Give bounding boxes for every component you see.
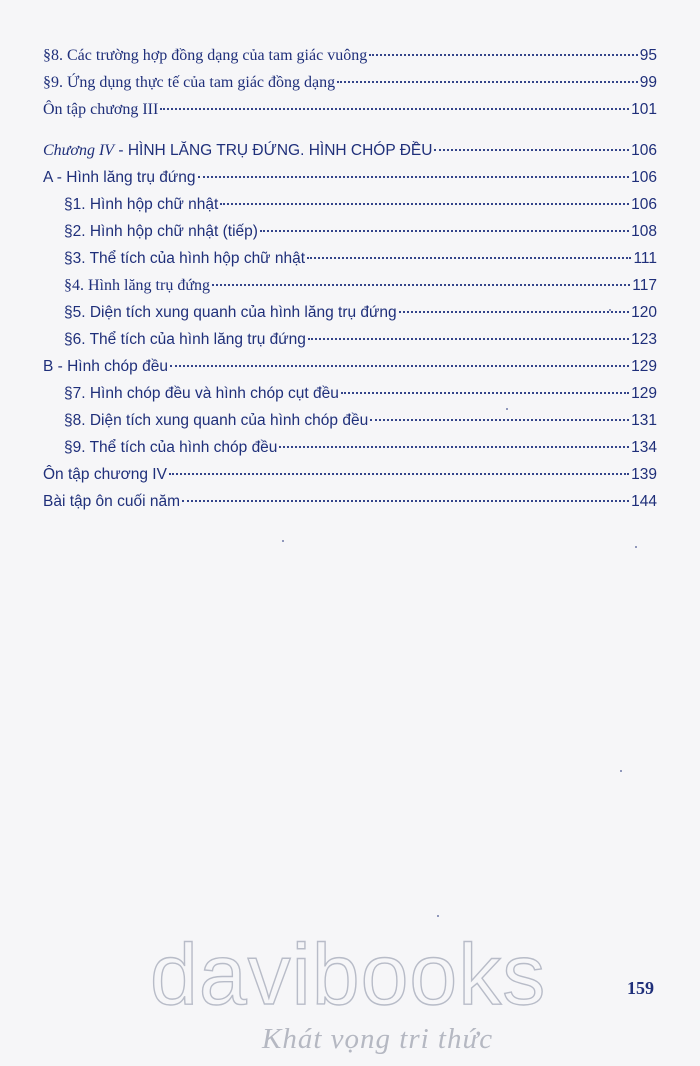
dot-leader — [198, 176, 630, 178]
toc-entry — [43, 434, 657, 461]
toc-entry-title — [43, 137, 432, 164]
print-speck — [282, 540, 284, 542]
dot-leader — [169, 473, 629, 475]
dot-leader — [434, 149, 629, 151]
toc-entry-title: §1. Hình hộp chữ nhật — [64, 196, 219, 213]
toc-entry — [43, 326, 657, 353]
toc-entry-title: §6. Thể tích của hình lăng trụ đứng — [64, 331, 306, 348]
toc-entry-page: 101 — [631, 101, 657, 118]
dot-leader — [170, 365, 629, 367]
toc-entry-page: 99 — [639, 74, 657, 91]
toc-entry — [43, 137, 657, 164]
toc-entry — [43, 164, 657, 191]
toc-entry-title: §9. Ứng dụng thực tế của tam giác đồng dạng — [43, 74, 336, 91]
toc-entry-page: 108 — [631, 223, 657, 240]
dot-leader — [369, 54, 638, 56]
toc-entry-page: 95 — [639, 47, 657, 64]
toc-entry-title: B - Hình chóp đều — [43, 358, 168, 375]
table-of-contents — [43, 42, 657, 515]
dot-leader — [260, 230, 629, 232]
toc-entry-title: Ôn tập chương IV — [43, 466, 167, 483]
page-number: 159 — [627, 978, 654, 998]
toc-entry-title: Bài tập ôn cuối năm — [43, 493, 181, 510]
toc-entry-title: §9. Thể tích của hình chóp đều — [64, 439, 278, 456]
toc-entry-page: 139 — [631, 466, 657, 483]
dot-leader — [212, 284, 630, 286]
dot-leader — [160, 108, 629, 110]
toc-entry-title: §8. Các trường hợp đồng dạng của tam giác vuông — [43, 47, 368, 64]
dot-leader — [399, 311, 629, 313]
dot-leader — [182, 500, 629, 502]
dot-leader — [337, 81, 638, 83]
toc-entry — [43, 407, 657, 434]
toc-entry-page: 144 — [631, 493, 657, 510]
toc-entry-title: §7. Hình chóp đều và hình chóp cụt đều — [64, 385, 339, 402]
toc-entry — [43, 191, 657, 218]
chapter-label: Chương IV — [43, 142, 115, 159]
toc-entry-page: 106 — [631, 196, 657, 213]
toc-entry — [43, 69, 657, 96]
toc-entry-title: §2. Hình hộp chữ nhật (tiếp) — [64, 223, 258, 240]
toc-entry-page: 129 — [631, 358, 657, 375]
print-speck — [506, 408, 508, 410]
toc-entry — [43, 353, 657, 380]
toc-entry-page: 131 — [631, 412, 657, 429]
toc-entry-title: §3. Thể tích của hình hộp chữ nhật — [64, 250, 306, 267]
toc-entry-title: A - Hình lăng trụ đứng — [43, 169, 196, 186]
toc-entry — [43, 272, 657, 299]
toc-entry — [43, 488, 657, 515]
toc-entry-title: Ôn tập chương III — [43, 101, 159, 118]
toc-entry-page: 123 — [631, 331, 657, 348]
toc-entry-page: 129 — [631, 385, 657, 402]
toc-entry-page: 106 — [631, 142, 657, 159]
toc-entry — [43, 299, 657, 326]
toc-entry-page: 106 — [631, 169, 657, 186]
toc-entry-title: §5. Diện tích xung quanh của hình lăng trụ đứng — [64, 304, 397, 321]
dot-leader — [341, 392, 629, 394]
toc-entry — [43, 461, 657, 488]
dot-leader — [220, 203, 629, 205]
toc-entry-page: 120 — [631, 304, 657, 321]
toc-entry-title: §8. Diện tích xung quanh của hình chóp đều — [64, 412, 369, 429]
toc-entry-page: 111 — [633, 250, 657, 267]
chapter-title: - HÌNH LĂNG TRỤ ĐỨNG. HÌNH CHÓP ĐỀU — [114, 142, 433, 159]
print-speck — [635, 546, 637, 548]
print-speck — [437, 915, 439, 917]
dot-leader — [308, 338, 629, 340]
dot-leader — [307, 257, 631, 259]
dot-leader — [370, 419, 629, 421]
toc-entry — [43, 218, 657, 245]
toc-entry-page: 134 — [631, 439, 657, 456]
watermark-brand: davibooks — [150, 927, 547, 1023]
toc-entry — [43, 42, 657, 69]
watermark-tagline: Khát vọng tri thức — [262, 1023, 494, 1055]
toc-entry-page: 117 — [632, 277, 657, 294]
toc-entry — [43, 380, 657, 407]
toc-entry-title: §4. Hình lăng trụ đứng — [64, 277, 210, 294]
print-speck — [620, 770, 622, 772]
print-speck — [609, 309, 611, 311]
dot-leader — [279, 446, 629, 448]
toc-entry — [43, 245, 657, 272]
toc-entry — [43, 96, 657, 123]
